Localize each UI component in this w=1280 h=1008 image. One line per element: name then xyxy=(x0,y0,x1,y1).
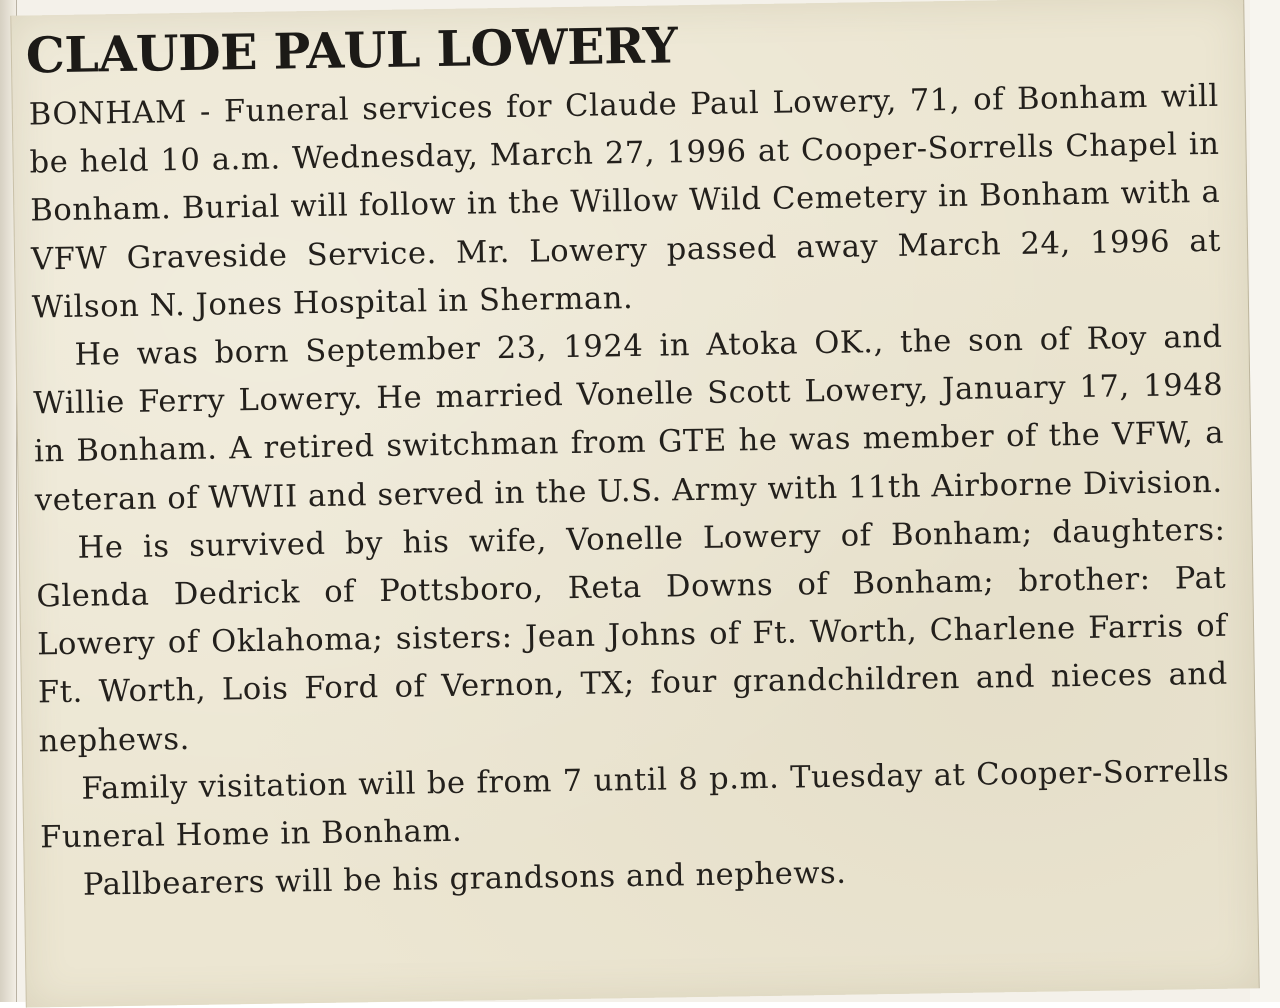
paragraph-visitation: Family visitation will be from 7 until 8 p.m. Tuesday at Cooper-Sorrells Funeral Home in Bonham. xyxy=(39,753,1230,856)
paragraph-funeral-services: BONHAM - Funeral services for Claude Paul Lowery, 71, of Bonham will be held 10 a.m. Wednesday, March 27, 1996 at Cooper-Sorrells Chapel in Bonham. Burial will follow in the Willow Wild Cemetery in Bonham with a VFW Graveside Service. Mr. Lowery passed away March 24, 1996 at Wilson N. Jones Hospital in Sherman. xyxy=(28,78,1222,326)
obituary-headline: CLAUDE PAUL LOWERY xyxy=(25,16,678,85)
paragraph-pallbearers: Pallbearers will be his grandsons and nephews. xyxy=(82,855,847,903)
newspaper-clipping xyxy=(10,0,1259,1008)
obituary-body xyxy=(28,73,1231,911)
paragraph-biography: He was born September 23, 1924 in Atoka OK., the son of Roy and Willie Ferry Lowery. He married Vonelle Scott Lowery, January 17, 1948 in Bonham. A retired switchman from GTE he was member of the VFW, a veteran of WWII and served in the U.S. Army with 11th Airborne Division. xyxy=(33,319,1225,519)
paragraph-survivors: He is survived by his wife, Vonelle Lowery of Bonham; daughters: Glenda Dedrick of Pottsboro, Reta Downs of Bonham; brother: Pat Lowery of Oklahoma; sisters: Jean Johns of Ft. Worth, Charlene Farris of Ft. Worth, Lois Ford of Vernon, TX; four grandchildren and nieces and nephews. xyxy=(36,512,1229,760)
